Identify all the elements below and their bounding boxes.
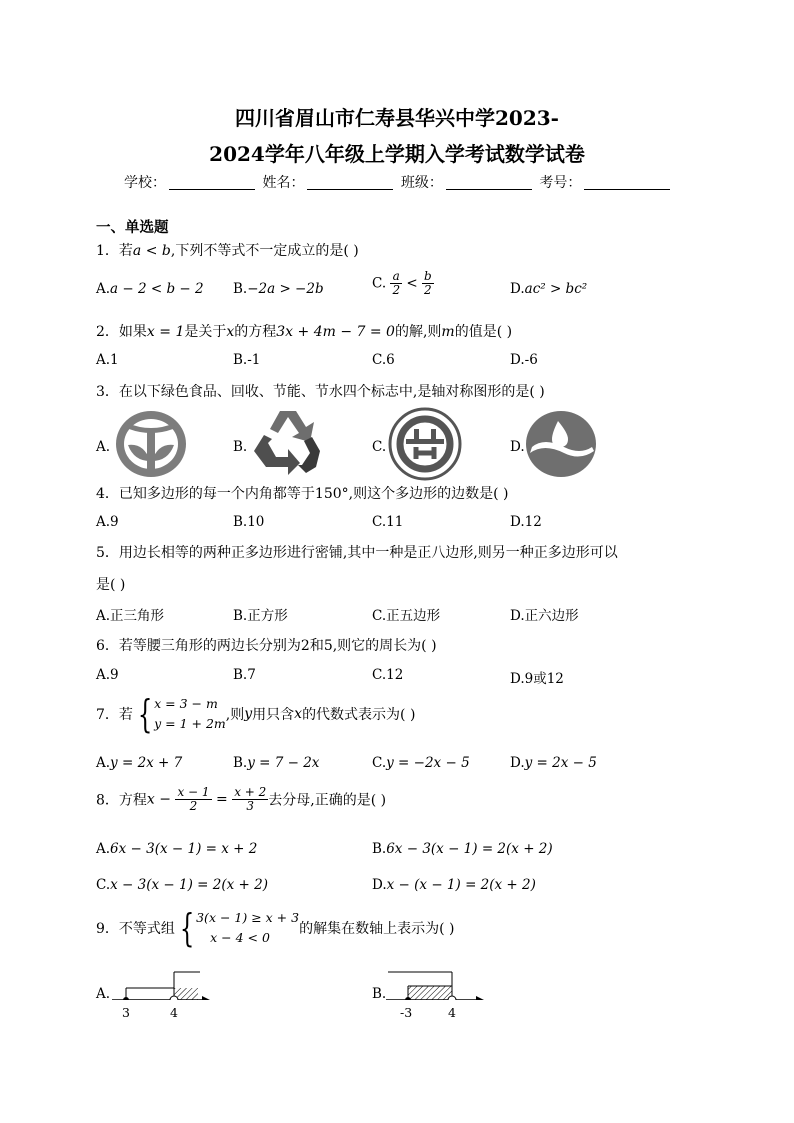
t: 的解集在数轴上表示为( ) [299,921,455,937]
q5-option-c[interactable]: C.正五边形 [372,608,441,624]
q6-option-d[interactable]: D.9或12 [510,671,564,687]
q9-b-label-neg3: -3 [400,1005,413,1020]
q8-option-b[interactable] [372,841,553,857]
eq2: y = 1 + 2m [154,716,226,731]
m: x [294,706,303,722]
opt-math: 6x − 3(x − 1) = 2(x + 2) [386,841,553,857]
q1-option-c[interactable] [372,270,434,297]
eq1: x = 3 − m [154,696,218,711]
eq2: x − 4 < 0 [210,930,270,945]
q1-option-d[interactable] [510,281,587,297]
t: 的代数式表示为( ) [302,707,416,723]
brace: { [137,692,153,736]
opt-math: x − (x − 1) = 2(x + 2) [386,877,536,893]
exam-no-blank[interactable] [584,175,670,190]
q8-option-a[interactable] [96,841,257,857]
system [196,908,299,948]
frac-a-2 [390,270,402,297]
name-blank[interactable] [307,175,393,190]
m: y [244,706,253,722]
class-blank[interactable] [446,175,532,190]
energy-saving-logo-icon[interactable] [388,407,462,481]
q1-stem [96,240,359,260]
q1-option-b[interactable] [233,281,324,297]
frac-x-2-over-3 [232,786,268,813]
system [154,694,226,734]
t: 2．如果 [96,324,147,340]
q3-option-d[interactable]: D. [510,439,525,455]
q3-option-b[interactable]: B. [233,439,248,455]
num: b [423,269,432,283]
q8-stem [96,786,386,813]
q6-stem: 6．若等腰三角形的两边长分别为2和5,则它的周长为( ) [96,638,437,654]
q7-stem [96,694,415,734]
frac-b-2 [422,270,434,297]
eq1: 3(x − 1) ≥ x + 3 [196,910,300,925]
m: m [441,324,455,340]
q2-option-d[interactable]: D.-6 [510,352,538,368]
frac-x-1-over-2 [175,786,211,813]
q2-option-c[interactable]: C.6 [372,352,395,368]
t: 是关于 [184,324,227,340]
m: x − [146,791,171,808]
opt-label: A. [96,281,111,297]
opt-label: B. [233,755,248,771]
opt-label: A. [96,755,111,771]
q8-option-c[interactable] [96,877,268,893]
q4-option-d[interactable]: D.12 [510,514,542,530]
lt: < [406,275,418,292]
q7-option-c[interactable] [372,755,470,771]
eq: = [216,791,228,808]
t: 7．若 [96,707,133,723]
t: 用只含 [252,707,295,723]
m: x [226,324,235,340]
t: 去分母,正确的是( ) [268,792,387,809]
q4-option-c[interactable]: C.11 [372,514,404,530]
q1-text2: ,下列不等式不一定成立的是( ) [170,243,359,259]
q5-stem-line1: 5．用边长相等的两种正多边形进行密铺,其中一种是正八边形,则另一种正多边形可以 [96,545,618,561]
q7-option-a[interactable] [96,755,182,771]
num: x − 1 [177,785,210,799]
q4-option-a[interactable]: A.9 [96,514,119,530]
q6-option-b[interactable]: B.7 [233,667,256,683]
q1-option-a[interactable] [96,281,204,297]
q9-a-number-line [112,966,212,1000]
opt-label: D. [510,755,525,771]
q9-a-label-3: 3 [122,1005,130,1020]
opt-math: 6x − 3(x − 1) = x + 2 [110,841,258,857]
t: 9．不等式组 [96,921,175,937]
q2-option-b[interactable]: B.-1 [233,352,261,368]
q9-option-b[interactable]: B. [372,986,387,1002]
green-food-logo-icon[interactable] [114,409,188,479]
opt-label: D. [510,281,525,297]
exam-no-label: 考号： [539,175,582,191]
q7-option-b[interactable] [233,755,319,771]
opt-label: C. [96,877,111,893]
q1-math: a < b [132,243,171,259]
q3-stem: 3．在以下绿色食品、回收、节能、节水四个标志中,是轴对称图形的是( ) [96,384,545,400]
opt-label: C. [372,755,387,771]
den: 2 [189,799,198,813]
opt-math: y = 7 − 2x [247,755,320,771]
opt-label: B. [372,841,387,857]
school-label: 学校： [124,175,166,191]
q5-option-a[interactable]: A.正三角形 [96,608,165,624]
q4-option-b[interactable]: B.10 [233,514,265,530]
q6-option-a[interactable]: A.9 [96,667,119,683]
den: 3 [246,799,255,813]
num: x + 2 [234,785,267,799]
q7-option-d[interactable] [510,755,597,771]
q6-option-c[interactable]: C.12 [372,667,404,683]
school-blank[interactable] [169,175,255,190]
title-line2: 2024学年八年级上学期入学考试数学试卷 [209,142,585,166]
opt-math: ac² > bc² [524,281,588,297]
recycling-logo-icon[interactable] [250,407,326,477]
water-saving-logo-icon[interactable] [524,409,598,479]
opt-math: y = 2x − 5 [524,755,597,771]
t: 的解,则 [394,324,442,340]
opt-math: y = −2x − 5 [386,755,470,771]
q5-option-d[interactable]: D.正六边形 [510,608,579,624]
title-line1: 四川省眉山市仁寿县华兴中学2023- [235,106,559,130]
q2-stem [96,321,512,341]
name-label: 姓名： [262,175,305,191]
num: a [390,270,402,284]
opt-math: x − 3(x − 1) = 2(x + 2) [110,877,268,893]
opt-label: B. [233,281,248,297]
q8-option-d[interactable] [372,877,536,893]
q9-a-label-4: 4 [170,1005,178,1020]
opt-label: A. [96,841,111,857]
m: x = 1 [146,324,185,340]
q9-option-a[interactable]: A. [96,986,111,1002]
m: 3x + 4m − 7 = 0 [276,324,395,340]
opt-math: y = 2x + 7 [110,755,183,771]
q9-b-label-4: 4 [448,1005,456,1020]
q9-stem [96,908,454,948]
info-line [124,172,673,192]
t: 8．方程 [96,792,147,809]
t: 的值是( ) [454,324,513,340]
opt-math: −2a > −2b [247,281,324,297]
q3-option-c[interactable]: C. [372,439,387,455]
q5-option-b[interactable]: B.正方形 [233,608,288,624]
den: 2 [392,283,401,297]
den: 2 [424,283,432,297]
q1-text: 1．若 [96,243,133,259]
opt-math: a − 2 < b − 2 [110,281,204,297]
t: 的方程 [234,324,277,340]
q9-b-number-line [386,966,486,1000]
opt-label: C. [372,275,387,292]
q4-stem: 4．已知多边形的每一个内角都等于150°,则这个多边形的边数是( ) [96,486,509,502]
t: ,则 [225,707,245,723]
q2-option-a[interactable]: A.1 [96,352,119,368]
opt-label: D. [372,877,387,893]
q3-option-a[interactable]: A. [96,439,111,455]
class-label: 班级： [400,175,443,191]
section-title: 一、单选题 [96,219,169,236]
brace: { [179,906,195,950]
q5-stem-line2: 是( ) [96,577,126,593]
